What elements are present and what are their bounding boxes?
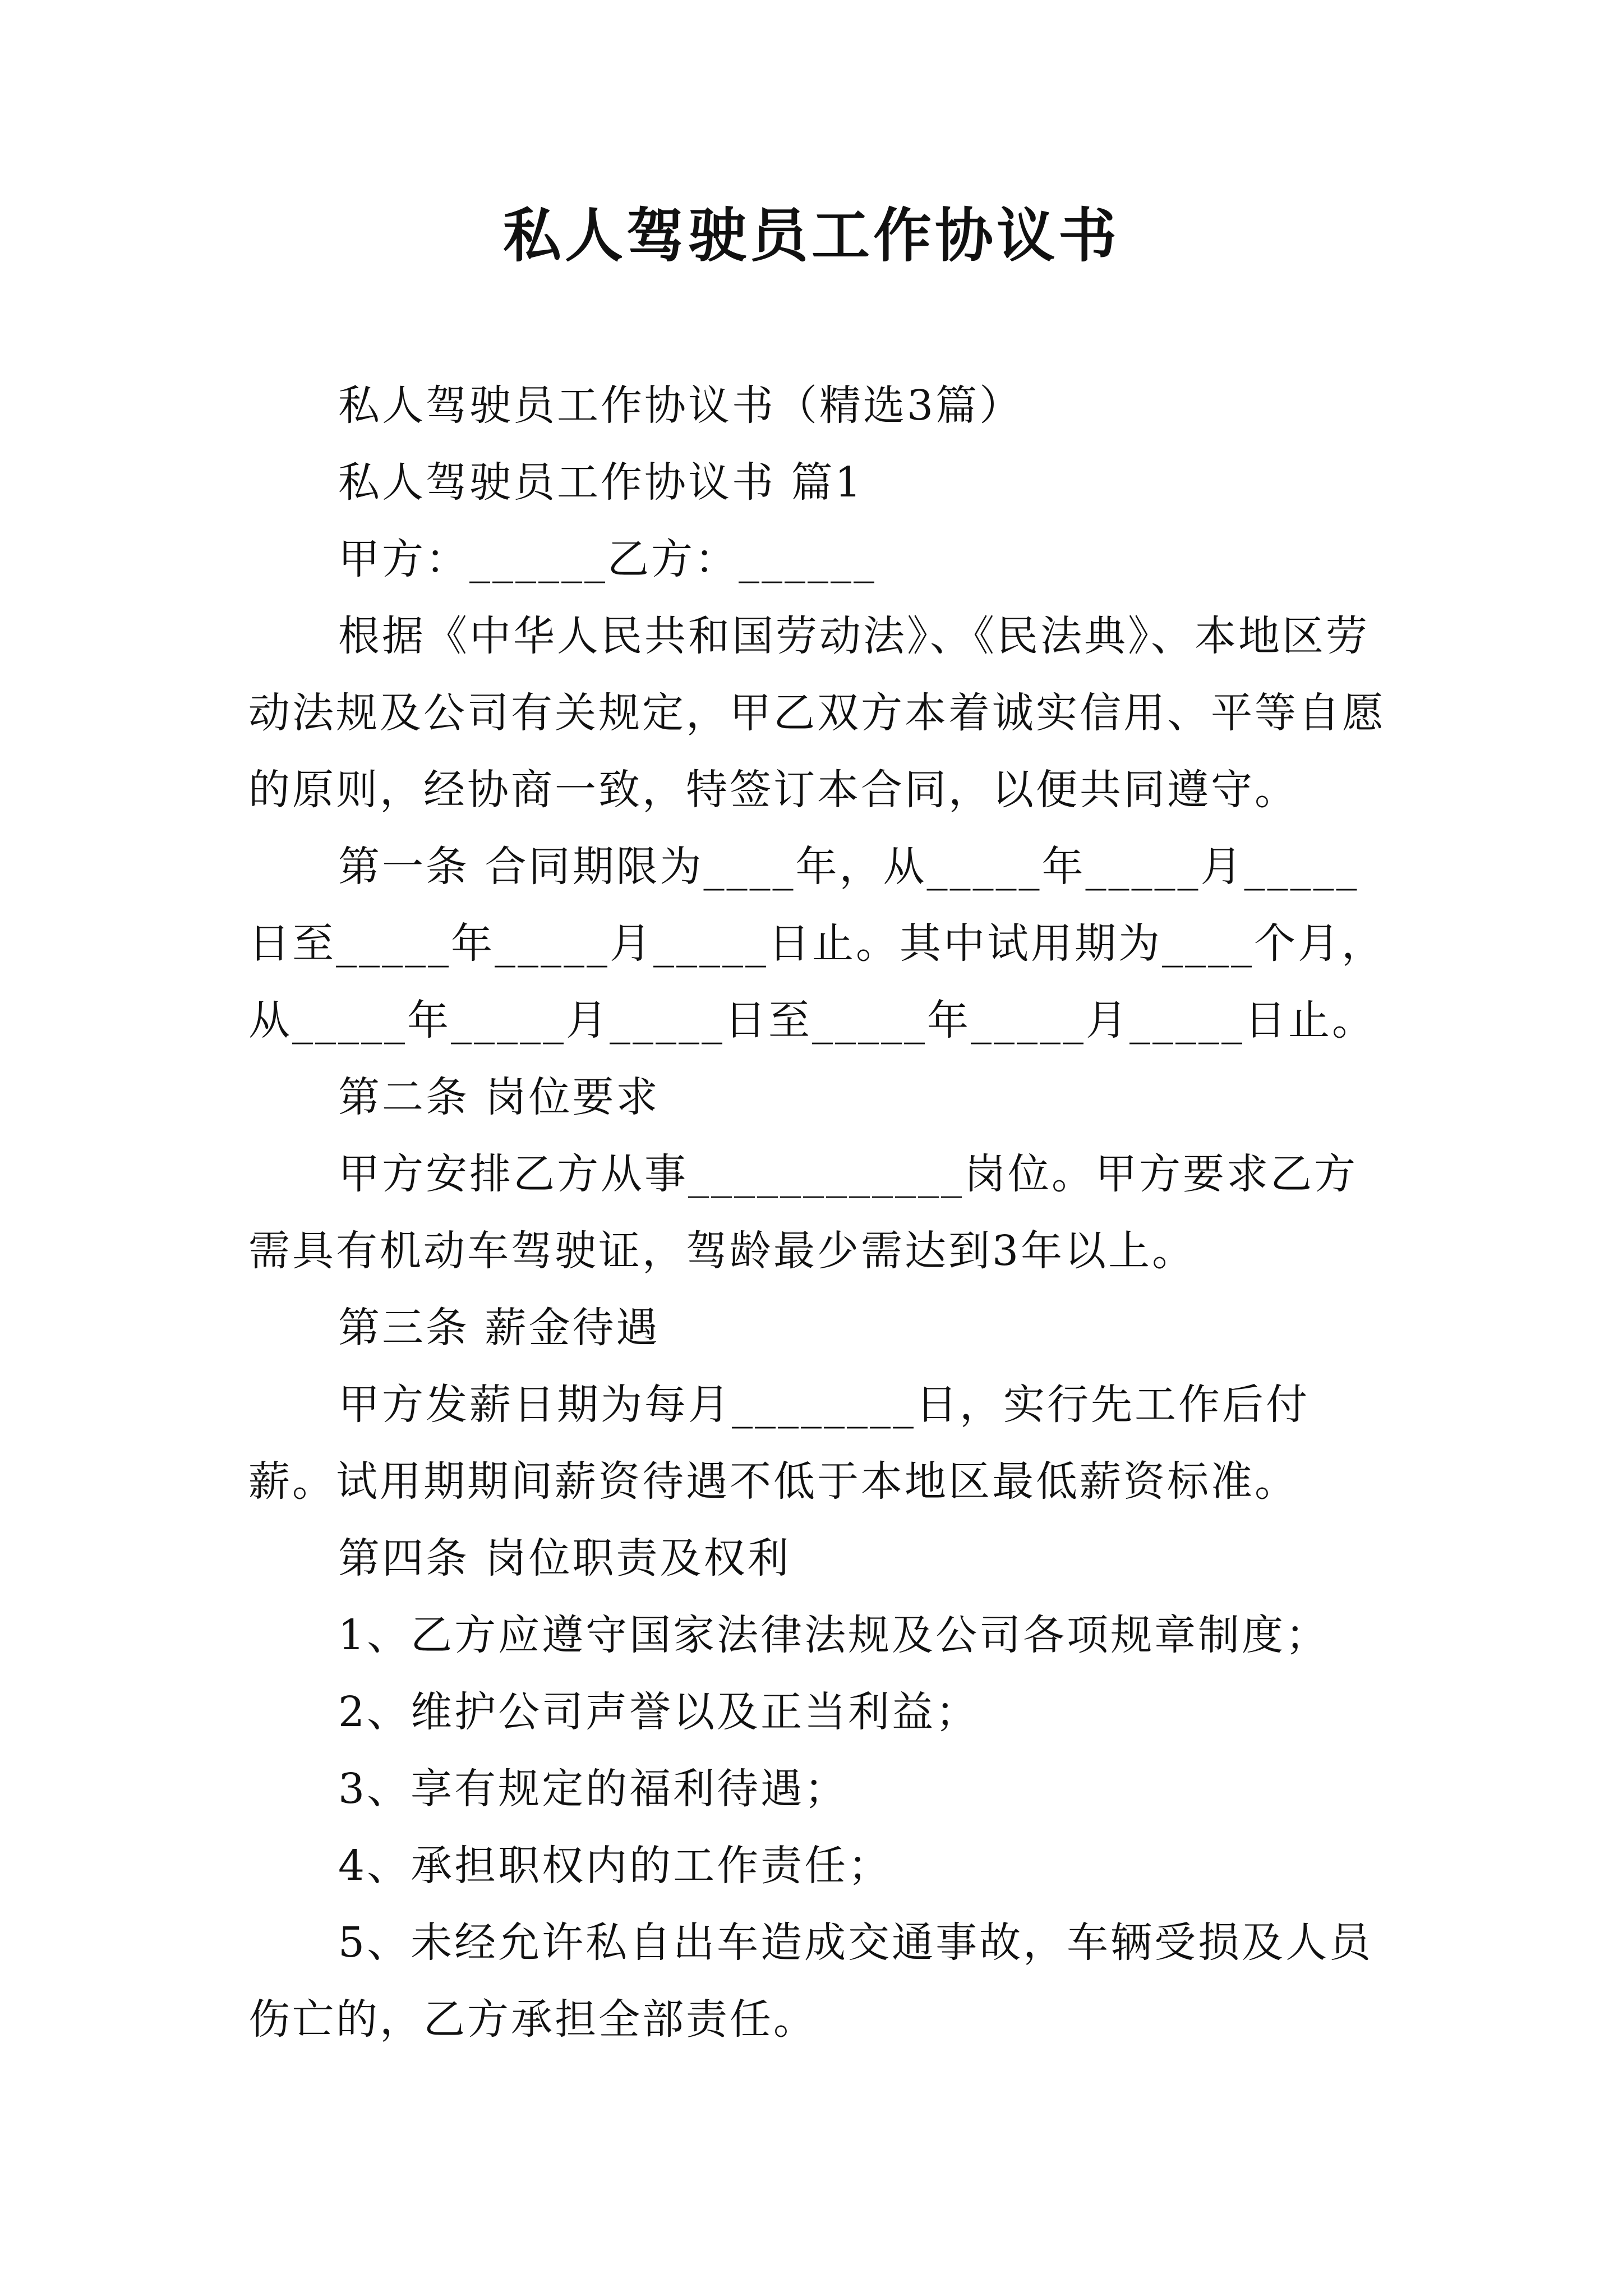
paragraph-duty-4: 4、承担职权内的工作责任； [338,1842,892,1890]
paragraph-article-4-heading: 第四条 岗位职责及权利 [338,1534,791,1582]
paragraph-parties: 甲方：______乙方：______ [338,535,877,583]
paragraph-article-3-heading: 第三条 薪金待遇 [338,1304,660,1352]
paragraph-duty-3: 3、享有规定的福利待遇； [338,1765,849,1813]
paragraph-subtitle: 私人驾驶员工作协议书（精选3篇） [338,381,1023,430]
paragraph-duty-1: 1、乙方应遵守国家法律法规及公司各项规章制度； [338,1611,1330,1659]
paragraph-duty-2: 2、维护公司声誉以及正当利益； [338,1688,980,1736]
paragraph-duty-5: 5、未经允许私自出车造成交通事故，车辆受损及人员伤亡的，乙方承担全部责任。 [248,1918,1373,2044]
paragraph-section-heading: 私人驾驶员工作协议书 篇1 [338,458,864,507]
paragraph-article-2-body: 甲方安排乙方从事____________岗位。甲方要求乙方需具有机动车驾驶证，驾龄最少需达到3年以上。 [248,1150,1358,1275]
document-body [248,367,1393,2058]
paragraph-preamble: 根据《中华人民共和国劳动法》、《民法典》、本地区劳动法规及公司有关规定，甲乙双方本着诚实信用、平等自愿的原则，经协商一致，特签订本合同，以便共同遵守。 [248,612,1386,814]
paragraph-article-2-heading: 第二条 岗位要求 [338,1073,660,1121]
paragraph-article-3-body: 甲方发薪日期为每月________日，实行先工作后付薪。试用期期间薪资待遇不低于本地区最低薪资标准。 [248,1381,1310,1506]
paragraph-article-1: 第一条 合同期限为____年，从_____年_____月_____日至_____年_____月_____日止。其中试用期为____个月，从_____年_____月_____日至_____年_____月_____日止。 [248,843,1385,1045]
document-title: 私人驾驶员工作协议书 [502,201,1120,270]
